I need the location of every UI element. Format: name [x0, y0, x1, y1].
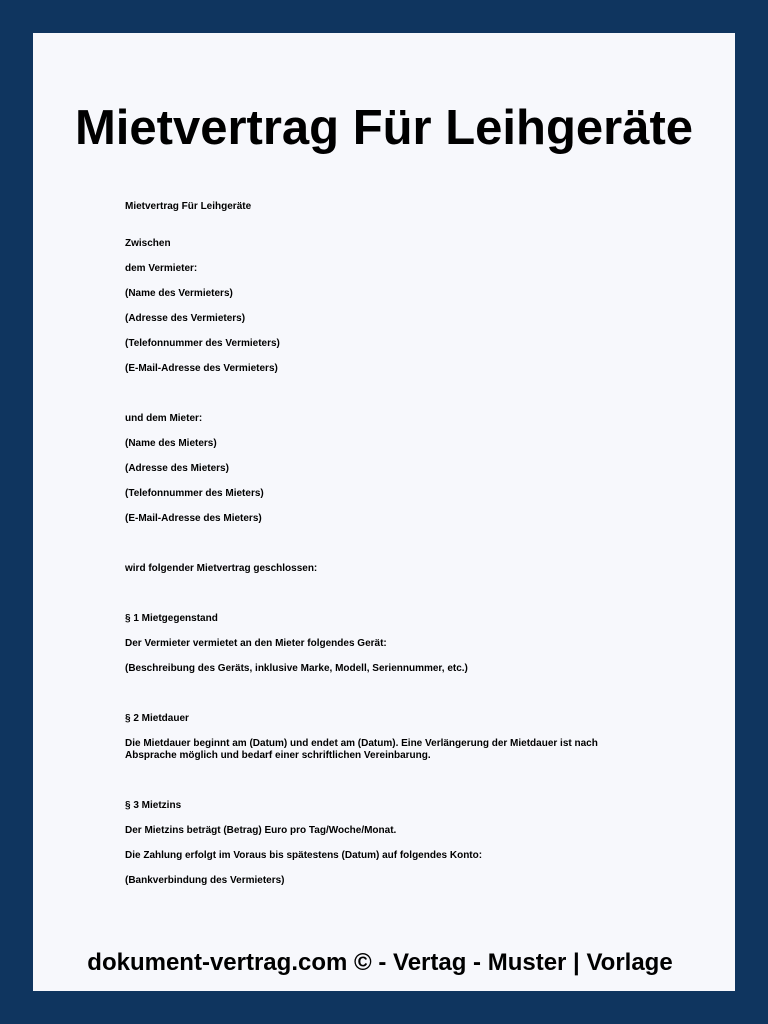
- landlord-name: (Name des Vermieters): [125, 288, 233, 299]
- footer-watermark: dokument-vertrag.com © - Vertag - Muster | Vorlage: [87, 949, 673, 976]
- section3-heading: § 3 Mietzins: [125, 800, 182, 811]
- section3-payment: Die Zahlung erfolgt im Voraus bis spätestens (Datum) auf folgendes Konto:: [125, 850, 483, 861]
- tenant-label: und dem Mieter:: [125, 413, 203, 424]
- contract-concluded: wird folgender Mietvertrag geschlossen:: [125, 563, 318, 574]
- tenant-name: (Name des Mieters): [125, 438, 217, 449]
- document-heading: Mietvertrag Für Leihgeräte: [125, 201, 252, 212]
- landlord-label: dem Vermieter:: [125, 263, 198, 274]
- section1-text: Der Vermieter vermietet an den Mieter folgendes Gerät:: [125, 638, 387, 649]
- landlord-address: (Adresse des Vermieters): [125, 313, 246, 324]
- section3-rent: Der Mietzins beträgt (Betrag) Euro pro Tag/Woche/Monat.: [125, 825, 397, 836]
- tenant-address: (Adresse des Mieters): [125, 463, 229, 474]
- section1-description: (Beschreibung des Geräts, inklusive Marke, Modell, Seriennummer, etc.): [125, 663, 468, 674]
- section2-heading: § 2 Mietdauer: [125, 713, 189, 724]
- section1-heading: § 1 Mietgegenstand: [125, 613, 218, 624]
- page-title: Mietvertrag Für Leihgeräte: [74, 101, 694, 155]
- section3-bank: (Bankverbindung des Vermieters): [125, 875, 285, 886]
- between-label: Zwischen: [125, 238, 171, 249]
- tenant-email: (E-Mail-Adresse des Mieters): [125, 513, 262, 524]
- section2-text: Die Mietdauer beginnt am (Datum) und endet am (Datum). Eine Verlängerung der Mietdauer ist nach Absprache möglich und bedarf einer schriftlichen Vereinbarung.: [125, 738, 598, 761]
- landlord-phone: (Telefonnummer des Vermieters): [125, 338, 280, 349]
- landlord-email: (E-Mail-Adresse des Vermieters): [125, 363, 278, 374]
- document-page: [33, 33, 735, 991]
- tenant-phone: (Telefonnummer des Mieters): [125, 488, 264, 499]
